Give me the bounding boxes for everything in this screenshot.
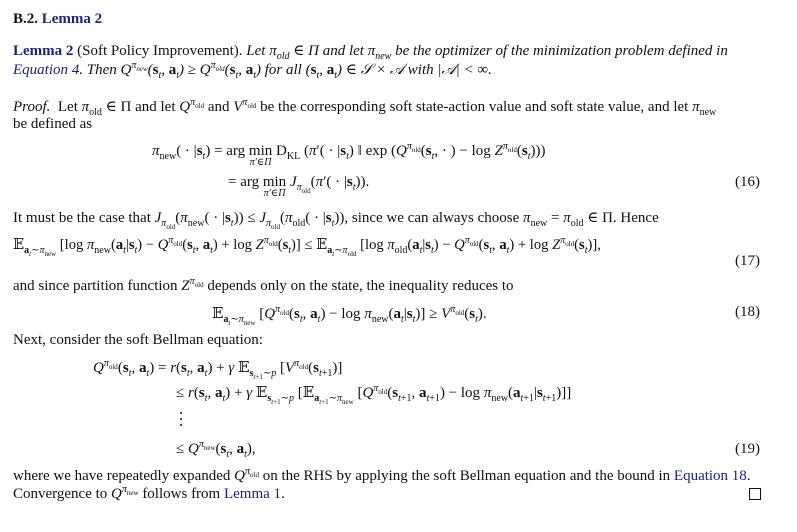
equation-17: 𝔼$_{a_t\sim\pi_{new}}$ [log $\pi_{new}(a_t|s_t) - Q^{\pi_{old}}(s_t$, $a_t) + \log Z^{\pi_{old}}(s_t)$] ≤ 𝔼$_{a_t\sim\pi_{old}}$ [log $\pi_{old}(a_t|s_t) - Q^{\pi_{old}}(s_t$, $a_t) + \log Z^{\pi_{old}}(s_t)$], <box>13 235 601 258</box>
equation-number-19: (19) <box>735 441 760 457</box>
proof-paragraph-3: and since partition function $Z^{\pi_{old}}$ depends only on the state, the inequality reduces to <box>13 276 514 294</box>
proof-paragraph-4: Next, consider the soft Bellman equation: <box>13 332 263 348</box>
proof-paragraph-5-line2: Convergence to $Q^{\pi_{new}}$ follows from Lemma 1. <box>13 484 285 502</box>
section-number: B.2. <box>13 11 39 27</box>
proof-paragraph-5-line1: where we have repeatedly expanded $Q^{\pi_{old}}$ on the RHS by applying the soft Bellman equation and the bound in Equation 18. <box>13 466 751 484</box>
qed-icon <box>749 488 761 500</box>
section-title-link[interactable]: Lemma 2 <box>41 11 103 27</box>
proof-intro-line2: be defined as <box>13 116 93 132</box>
lemma-statement-line2: Equation 4. Then $Q^{\pi_{new}}(s_t$, $a_t) \ge Q^{\pi_{old}}(s_t$, $a_t$) for all ($s_t$, $a_t$) ∈ 𝒮 × 𝒜 with |𝒜| < ∞. <box>13 60 492 81</box>
equation-19-line2: ≤ $r(s_t$, $a_t) + \gamma$ 𝔼$_{s_{t+1}\sim p}$ [𝔼$_{a_{t+1}\sim\pi_{new}}$ [$Q^{\pi_{old}}(s_{t+1}$, $a_{t+1}) - \log \pi_{new}(a_{t+1}|s_{t+1})$]] <box>176 383 572 406</box>
lemma-name[interactable]: Lemma 2 <box>13 43 74 59</box>
equation-18: 𝔼$_{a_t\sim\pi_{new}}$ [$Q^{\pi_{old}}(s_t$, $a_t) - \log \pi_{new}(a_t|s_t)] \ge V^{\pi_{old}}(s_t)$. <box>212 304 487 327</box>
lemma-statement-line1: Lemma 2 (Soft Policy Improvement). Let $\pi_{old}$ ∈ Π and let $\pi_{new}$ be the optimizer of the minimization problem defined in <box>13 43 728 62</box>
equation-number-17: (17) <box>735 253 760 269</box>
proof-intro-line1: Proof. Let $\pi_{old}$ ∈ Π and let $Q^{\pi_{old}}$ and $V^{\pi_{old}}$ be the corresponding soft state-action value and soft state value, and let $\pi_{new}$ <box>13 97 717 118</box>
equation-number-16: (16) <box>735 174 760 190</box>
lemma-1-link[interactable]: Lemma 1 <box>223 486 282 502</box>
equation-19-line1: $Q^{\pi_{old}}(s_t$, $a_t) = r(s_t$, $a_t) + \gamma$ 𝔼$_{s_{t+1}\sim p}$ $[V^{\pi_{old}}(s_{t+1})]$ <box>93 358 343 381</box>
lemma-title: (Soft Policy Improvement). <box>77 43 243 59</box>
equation-16-line2: = arg min π′∈Π $J_{\pi_{old}}(\pi'( \cdot |s_t))$. <box>228 174 370 199</box>
section-heading <box>13 11 102 28</box>
equation-16-line1: $\pi_{new}( \cdot |s_t)$ = arg min π′∈Π $D_{KL}$ ($\pi'( \cdot |s_t)$ ‖ $\exp (Q^{\pi_{old}}(s_t$, · ) − $\log Z^{\pi_{old}}(s_t)$)) <box>152 141 546 168</box>
equation-19-line4: ≤ $Q^{\pi_{new}}(s_t$, $a_t$), <box>176 439 256 460</box>
proof-label: Proof. <box>13 99 51 115</box>
vertical-ellipsis <box>180 412 183 430</box>
proof-paragraph-2: It must be the case that $J_{\pi_{old}}(\pi_{new}( \cdot |s_t)) \le J_{\pi_{old}}(\pi_{old}( \cdot |s_t))$, since we can always choose $\pi_{new} = \pi_{old}$ ∈ Π. Hence <box>13 210 659 231</box>
equation-4-link[interactable]: Equation 4 <box>13 62 80 78</box>
equation-number-18: (18) <box>735 304 760 320</box>
equation-18-link[interactable]: Equation 18 <box>673 468 747 484</box>
